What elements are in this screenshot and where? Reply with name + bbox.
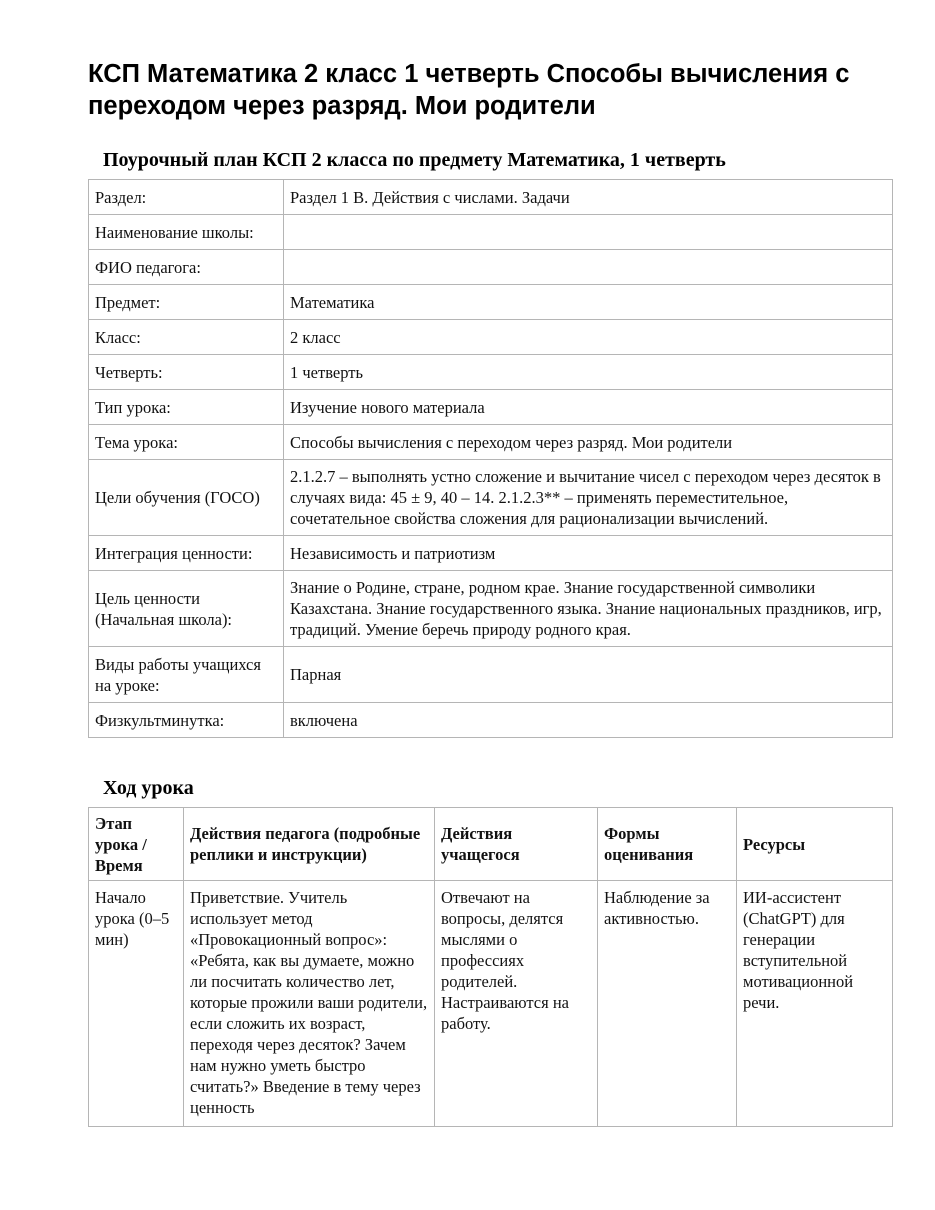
lesson-teacher-actions: Приветствие. Учитель использует метод «Провокационный вопрос»: «Ребята, как вы думаете, можно ли посчитать количество лет, которые прожили ваши родители, если сложить их возраст, переходя через десяток? Зачем нам нужно уметь быстро считать?» Введение в тему через ценность	[184, 881, 435, 1127]
lesson-info-table	[88, 179, 893, 738]
info-label: Тема урока:	[89, 425, 284, 460]
info-value: 2 класс	[284, 320, 893, 355]
info-row-teacher	[89, 250, 893, 285]
info-label: Виды работы учащихся на уроке:	[89, 647, 284, 703]
info-row-subject	[89, 285, 893, 320]
document-title: КСП Математика 2 класс 1 четверть Способы вычисления с переходом через разряд. Мои родители	[88, 60, 850, 120]
info-value: Математика	[284, 285, 893, 320]
info-label: Цели обучения (ГОСО)	[89, 460, 284, 536]
info-row-work-types	[89, 647, 893, 703]
info-row-value-goal	[89, 571, 893, 647]
info-value: 1 четверть	[284, 355, 893, 390]
info-row-value-integration	[89, 536, 893, 571]
info-row-quarter	[89, 355, 893, 390]
lesson-row	[89, 881, 893, 1127]
info-value: Независимость и патриотизм	[284, 536, 893, 571]
info-row-school	[89, 215, 893, 250]
lesson-header-row	[89, 808, 893, 881]
info-label: Четверть:	[89, 355, 284, 390]
info-label: ФИО педагога:	[89, 250, 284, 285]
info-label: Раздел:	[89, 180, 284, 215]
info-value: Изучение нового материала	[284, 390, 893, 425]
info-row-lesson-topic	[89, 425, 893, 460]
info-value	[284, 215, 893, 250]
info-value: Парная	[284, 647, 893, 703]
lesson-student-actions: Отвечают на вопросы, делятся мыслями о профессиях родителей. Настраиваются на работу.	[435, 881, 598, 1127]
info-row-section	[89, 180, 893, 215]
info-value: Знание о Родине, стране, родном крае. Знание государственной символики Казахстана. Знание государственного языка. Знание национальных праздников, игр, традиций. Умение беречь природу родного края.	[284, 571, 893, 647]
info-row-lesson-type	[89, 390, 893, 425]
info-value	[284, 250, 893, 285]
course-heading: Ход урока	[103, 777, 194, 799]
info-value: Раздел 1 B. Действия с числами. Задачи	[284, 180, 893, 215]
info-row-grade	[89, 320, 893, 355]
info-label: Физкультминутка:	[89, 703, 284, 738]
header-stage: Этап урока / Время	[89, 808, 184, 881]
info-label: Тип урока:	[89, 390, 284, 425]
info-value: 2.1.2.7 – выполнять устно сложение и вычитание чисел с переходом через десяток в случаях вида: 45 ± 9, 40 – 14. 2.1.2.3** – применять переместительное, сочетательное свойства сложения для рационализации вычислений.	[284, 460, 893, 536]
header-assessment: Формы оценивания	[598, 808, 737, 881]
header-student-actions: Действия учащегося	[435, 808, 598, 881]
info-row-learning-goals	[89, 460, 893, 536]
info-label: Интеграция ценности:	[89, 536, 284, 571]
info-value: Способы вычисления с переходом через разряд. Мои родители	[284, 425, 893, 460]
lesson-assessment: Наблюдение за активностью.	[598, 881, 737, 1127]
info-label: Предмет:	[89, 285, 284, 320]
lesson-progress-table	[88, 807, 893, 1127]
info-label: Цель ценности (Начальная школа):	[89, 571, 284, 647]
info-label: Класс:	[89, 320, 284, 355]
header-resources: Ресурсы	[737, 808, 893, 881]
lesson-stage: Начало урока (0–5 мин)	[89, 881, 184, 1127]
info-value: включена	[284, 703, 893, 738]
lesson-resources: ИИ-ассистент (ChatGPT) для генерации вступительной мотивационной речи.	[737, 881, 893, 1127]
header-teacher-actions: Действия педагога (подробные реплики и инструкции)	[184, 808, 435, 881]
info-label: Наименование школы:	[89, 215, 284, 250]
plan-heading: Поурочный план КСП 2 класса по предмету Математика, 1 четверть	[103, 149, 726, 171]
info-row-exercise-break	[89, 703, 893, 738]
